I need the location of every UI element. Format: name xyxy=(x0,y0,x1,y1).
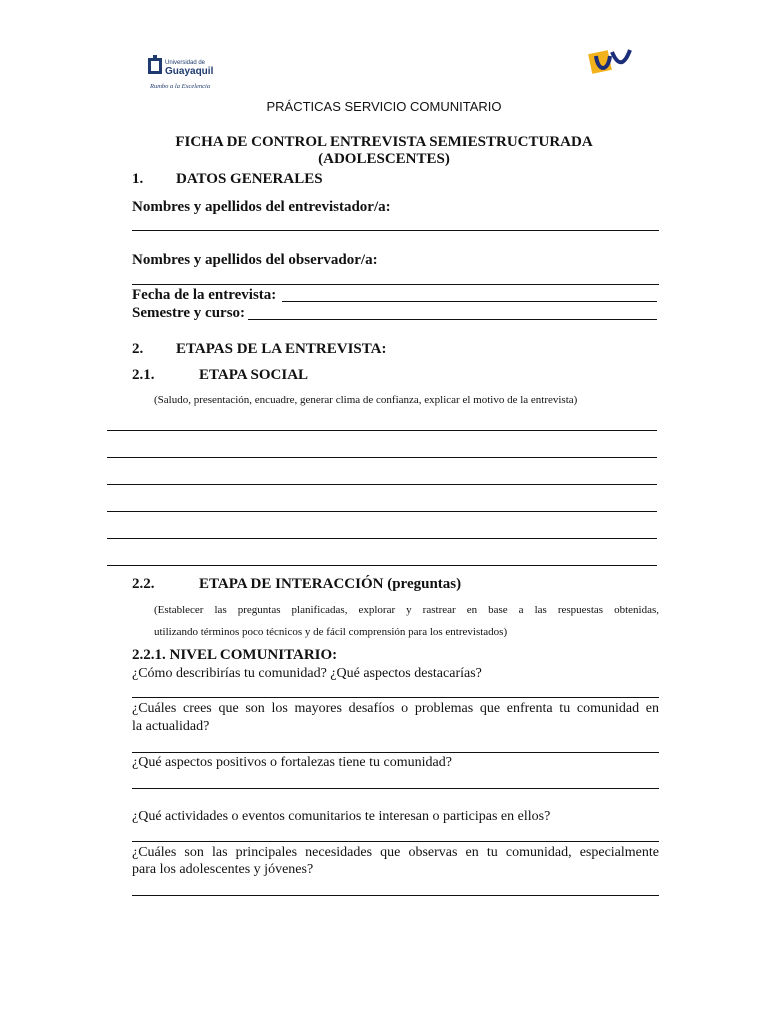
university-logo xyxy=(146,52,216,96)
observer-label: Nombres y apellidos del observador/a: xyxy=(132,252,378,268)
section2-number: 2. xyxy=(132,341,144,357)
program-title: PRÁCTICAS SERVICIO COMUNITARIO xyxy=(266,99,502,114)
interviewer-label: Nombres y apellidos del entrevistador/a: xyxy=(132,199,391,215)
section1-number: 1. xyxy=(132,171,144,187)
social-stage-heading: ETAPA SOCIAL xyxy=(199,367,309,383)
university-emblem-icon xyxy=(148,55,162,74)
form-title-line2: (ADOLESCENTES) xyxy=(318,151,450,167)
social-stage-number: 2.1. xyxy=(132,367,155,383)
question-3: ¿Qué aspectos positivos o fortalezas tiene tu comunidad? xyxy=(132,755,452,770)
social-stage-note: (Saludo, presentación, encuadre, generar clima de confianza, explicar el motivo de la entrevista) xyxy=(154,394,578,406)
question-2-line2: la actualidad? xyxy=(132,719,210,734)
question-1: ¿Cómo describirías tu comunidad? ¿Qué aspectos destacarías? xyxy=(132,666,482,681)
observer-field[interactable] xyxy=(132,284,659,285)
semester-field[interactable] xyxy=(248,319,657,320)
answer-1-line[interactable] xyxy=(132,697,659,698)
vinculacion-logo-icon xyxy=(588,44,634,78)
interaction-note-line2: utilizando términos poco técnicos y de fácil comprensión para los entrevistados) xyxy=(154,626,508,638)
question-2-line1: ¿Cuáles crees que son los mayores desafíos o problemas que enfrenta tu comunidad en xyxy=(132,701,659,716)
university-logo-line2: Guayaquil xyxy=(165,66,214,77)
social-answer-line[interactable] xyxy=(107,565,657,566)
interviewer-field[interactable] xyxy=(132,230,659,231)
form-title-line1: FICHA DE CONTROL ENTREVISTA SEMIESTRUCTURADA xyxy=(175,134,593,150)
question-5-line2: para los adolescentes y jóvenes? xyxy=(132,862,314,877)
semester-label: Semestre y curso: xyxy=(132,305,246,321)
interaction-stage-number: 2.2. xyxy=(132,576,155,592)
answer-3-line[interactable] xyxy=(132,788,659,789)
answer-2-line[interactable] xyxy=(132,752,659,753)
section2-heading: ETAPAS DE LA ENTREVISTA: xyxy=(176,341,387,357)
university-logo-motto: Rumbo a la Excelencia xyxy=(150,83,211,90)
interaction-note-line1: (Establecer las preguntas planificadas, explorar y rastrear en base a las respuestas obtenidas, xyxy=(154,604,659,616)
social-answer-line[interactable] xyxy=(107,484,657,485)
date-field[interactable] xyxy=(282,301,657,302)
section1-heading: DATOS GENERALES xyxy=(176,171,323,187)
community-level-heading: 2.2.1. NIVEL COMUNITARIO: xyxy=(132,647,338,663)
answer-4-line[interactable] xyxy=(132,841,659,842)
social-answer-line[interactable] xyxy=(107,457,657,458)
interaction-stage-heading: ETAPA DE INTERACCIÓN (preguntas) xyxy=(199,576,462,592)
social-answer-line[interactable] xyxy=(107,430,657,431)
university-logo-line1: Universidad de xyxy=(165,60,206,66)
social-answer-line[interactable] xyxy=(107,511,657,512)
answer-5-line[interactable] xyxy=(132,895,659,896)
social-answer-line[interactable] xyxy=(107,538,657,539)
date-label: Fecha de la entrevista: xyxy=(132,287,277,303)
question-4: ¿Qué actividades o eventos comunitarios te interesan o participas en ellos? xyxy=(132,809,551,824)
question-5-line1: ¿Cuáles son las principales necesidades que observas en tu comunidad, especialmente xyxy=(132,845,659,860)
